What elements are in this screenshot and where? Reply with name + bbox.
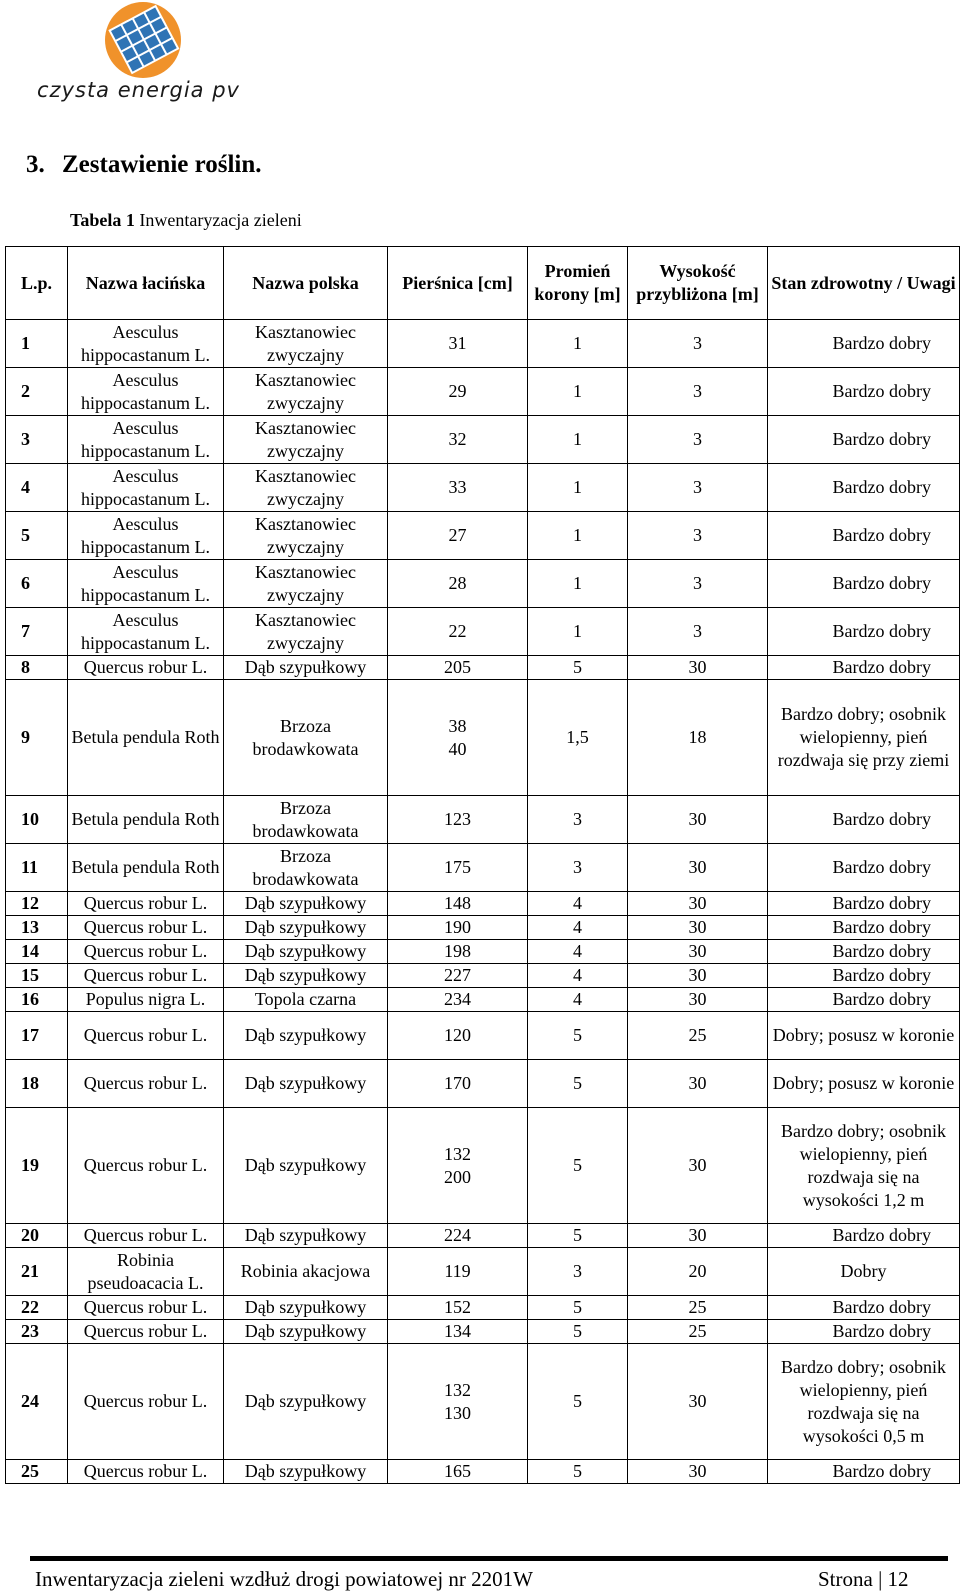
table-row bbox=[6, 656, 960, 680]
cell-polish-name: Dąb szypułkowy bbox=[224, 1296, 388, 1320]
cell-wysokosc: 20 bbox=[628, 1248, 768, 1296]
table-row bbox=[6, 512, 960, 560]
table-row bbox=[6, 320, 960, 368]
cell-wysokosc: 30 bbox=[628, 1224, 768, 1248]
cell-stan: Bardzo dobry bbox=[768, 464, 960, 512]
cell-stan: Bardzo dobry bbox=[768, 964, 960, 988]
cell-piersnica: 119 bbox=[388, 1248, 528, 1296]
cell-lp: 22 bbox=[6, 1296, 68, 1320]
cell-wysokosc: 3 bbox=[628, 512, 768, 560]
cell-wysokosc: 3 bbox=[628, 560, 768, 608]
cell-piersnica: 38 40 bbox=[388, 680, 528, 796]
cell-latin-name: Quercus robur L. bbox=[68, 892, 224, 916]
cell-promien: 5 bbox=[528, 1060, 628, 1108]
cell-promien: 3 bbox=[528, 796, 628, 844]
section-number: 3. bbox=[26, 151, 45, 178]
cell-piersnica: 152 bbox=[388, 1296, 528, 1320]
cell-piersnica: 190 bbox=[388, 916, 528, 940]
cell-latin-name: Aesculus hippocastanum L. bbox=[68, 512, 224, 560]
cell-polish-name: Dąb szypułkowy bbox=[224, 1460, 388, 1484]
cell-stan: Bardzo dobry bbox=[768, 940, 960, 964]
cell-polish-name: Kasztanowiec zwyczajny bbox=[224, 464, 388, 512]
cell-latin-name: Betula pendula Roth bbox=[68, 844, 224, 892]
cell-lp: 2 bbox=[6, 368, 68, 416]
table-row bbox=[6, 1460, 960, 1484]
cell-piersnica: 134 bbox=[388, 1320, 528, 1344]
cell-latin-name: Quercus robur L. bbox=[68, 1108, 224, 1224]
cell-lp: 24 bbox=[6, 1344, 68, 1460]
cell-latin-name: Aesculus hippocastanum L. bbox=[68, 416, 224, 464]
table-row bbox=[6, 1012, 960, 1060]
cell-lp: 17 bbox=[6, 1012, 68, 1060]
cell-stan: Bardzo dobry bbox=[768, 368, 960, 416]
cell-wysokosc: 30 bbox=[628, 892, 768, 916]
cell-polish-name: Dąb szypułkowy bbox=[224, 1320, 388, 1344]
cell-piersnica: 29 bbox=[388, 368, 528, 416]
table-row bbox=[6, 416, 960, 464]
cell-latin-name: Aesculus hippocastanum L. bbox=[68, 368, 224, 416]
cell-promien: 1 bbox=[528, 608, 628, 656]
cell-wysokosc: 18 bbox=[628, 680, 768, 796]
cell-wysokosc: 3 bbox=[628, 320, 768, 368]
cell-lp: 10 bbox=[6, 796, 68, 844]
cell-promien: 1 bbox=[528, 368, 628, 416]
cell-promien: 5 bbox=[528, 1344, 628, 1460]
cell-lp: 5 bbox=[6, 512, 68, 560]
cell-polish-name: Kasztanowiec zwyczajny bbox=[224, 320, 388, 368]
cell-piersnica: 227 bbox=[388, 964, 528, 988]
cell-lp: 12 bbox=[6, 892, 68, 916]
cell-wysokosc: 30 bbox=[628, 1108, 768, 1224]
cell-lp: 3 bbox=[6, 416, 68, 464]
cell-piersnica: 120 bbox=[388, 1012, 528, 1060]
cell-wysokosc: 30 bbox=[628, 1344, 768, 1460]
cell-promien: 4 bbox=[528, 940, 628, 964]
cell-piersnica: 148 bbox=[388, 892, 528, 916]
table-row bbox=[6, 464, 960, 512]
cell-promien: 3 bbox=[528, 1248, 628, 1296]
cell-latin-name: Quercus robur L. bbox=[68, 940, 224, 964]
table-caption bbox=[70, 210, 302, 231]
cell-polish-name: Kasztanowiec zwyczajny bbox=[224, 416, 388, 464]
table-row bbox=[6, 368, 960, 416]
solar-panel-logo-icon bbox=[30, 0, 260, 80]
cell-lp: 7 bbox=[6, 608, 68, 656]
cell-stan: Bardzo dobry bbox=[768, 512, 960, 560]
cell-polish-name: Robinia akacjowa bbox=[224, 1248, 388, 1296]
table-row bbox=[6, 1248, 960, 1296]
cell-polish-name: Kasztanowiec zwyczajny bbox=[224, 512, 388, 560]
table-row bbox=[6, 844, 960, 892]
cell-promien: 4 bbox=[528, 892, 628, 916]
cell-promien: 5 bbox=[528, 1296, 628, 1320]
cell-stan: Dobry; posusz w koronie bbox=[768, 1060, 960, 1108]
cell-polish-name: Dąb szypułkowy bbox=[224, 1108, 388, 1224]
cell-piersnica: 31 bbox=[388, 320, 528, 368]
cell-stan: Bardzo dobry; osobnik wielopienny, pień rozdwaja się na wysokości 1,2 m bbox=[768, 1108, 960, 1224]
cell-lp: 6 bbox=[6, 560, 68, 608]
cell-latin-name: Robinia pseudoacacia L. bbox=[68, 1248, 224, 1296]
header-lp: L.p. bbox=[6, 247, 68, 320]
cell-polish-name: Brzoza brodawkowata bbox=[224, 680, 388, 796]
cell-lp: 14 bbox=[6, 940, 68, 964]
cell-polish-name: Topola czarna bbox=[224, 988, 388, 1012]
cell-promien: 1,5 bbox=[528, 680, 628, 796]
cell-stan: Bardzo dobry bbox=[768, 892, 960, 916]
cell-wysokosc: 30 bbox=[628, 796, 768, 844]
cell-latin-name: Aesculus hippocastanum L. bbox=[68, 560, 224, 608]
cell-polish-name: Dąb szypułkowy bbox=[224, 1060, 388, 1108]
table-row bbox=[6, 1108, 960, 1224]
cell-latin-name: Quercus robur L. bbox=[68, 1460, 224, 1484]
cell-stan: Dobry; posusz w koronie bbox=[768, 1012, 960, 1060]
table-body bbox=[6, 320, 960, 1484]
cell-latin-name: Quercus robur L. bbox=[68, 1344, 224, 1460]
cell-promien: 1 bbox=[528, 320, 628, 368]
cell-promien: 4 bbox=[528, 916, 628, 940]
table-caption-label: Tabela 1 bbox=[70, 210, 135, 230]
cell-stan: Bardzo dobry bbox=[768, 560, 960, 608]
cell-latin-name: Quercus robur L. bbox=[68, 1320, 224, 1344]
cell-piersnica: 175 bbox=[388, 844, 528, 892]
cell-latin-name: Quercus robur L. bbox=[68, 916, 224, 940]
cell-lp: 21 bbox=[6, 1248, 68, 1296]
cell-stan: Bardzo dobry bbox=[768, 796, 960, 844]
cell-stan: Bardzo dobry bbox=[768, 416, 960, 464]
cell-piersnica: 28 bbox=[388, 560, 528, 608]
cell-stan: Bardzo dobry bbox=[768, 1460, 960, 1484]
table-row bbox=[6, 1344, 960, 1460]
cell-lp: 20 bbox=[6, 1224, 68, 1248]
cell-latin-name: Quercus robur L. bbox=[68, 964, 224, 988]
company-logo bbox=[30, 0, 260, 115]
cell-stan: Bardzo dobry bbox=[768, 1224, 960, 1248]
cell-lp: 19 bbox=[6, 1108, 68, 1224]
cell-polish-name: Dąb szypułkowy bbox=[224, 892, 388, 916]
cell-latin-name: Quercus robur L. bbox=[68, 1060, 224, 1108]
cell-lp: 23 bbox=[6, 1320, 68, 1344]
cell-promien: 1 bbox=[528, 416, 628, 464]
cell-wysokosc: 30 bbox=[628, 1060, 768, 1108]
cell-polish-name: Kasztanowiec zwyczajny bbox=[224, 560, 388, 608]
cell-latin-name: Aesculus hippocastanum L. bbox=[68, 320, 224, 368]
cell-polish-name: Dąb szypułkowy bbox=[224, 940, 388, 964]
table-header-row bbox=[6, 247, 960, 320]
cell-stan: Bardzo dobry bbox=[768, 916, 960, 940]
header-wysokosc: Wysokość przybliżona [m] bbox=[628, 247, 768, 320]
cell-promien: 5 bbox=[528, 1460, 628, 1484]
cell-polish-name: Dąb szypułkowy bbox=[224, 1344, 388, 1460]
cell-stan: Bardzo dobry bbox=[768, 1320, 960, 1344]
table-row bbox=[6, 1060, 960, 1108]
cell-lp: 11 bbox=[6, 844, 68, 892]
footer-divider bbox=[30, 1556, 948, 1561]
table-row bbox=[6, 892, 960, 916]
cell-polish-name: Dąb szypułkowy bbox=[224, 964, 388, 988]
cell-piersnica: 205 bbox=[388, 656, 528, 680]
cell-piersnica: 32 bbox=[388, 416, 528, 464]
cell-promien: 3 bbox=[528, 844, 628, 892]
table-row bbox=[6, 964, 960, 988]
cell-lp: 16 bbox=[6, 988, 68, 1012]
cell-polish-name: Brzoza brodawkowata bbox=[224, 844, 388, 892]
cell-piersnica: 198 bbox=[388, 940, 528, 964]
cell-latin-name: Quercus robur L. bbox=[68, 1224, 224, 1248]
cell-latin-name: Quercus robur L. bbox=[68, 1296, 224, 1320]
cell-promien: 5 bbox=[528, 1012, 628, 1060]
cell-polish-name: Dąb szypułkowy bbox=[224, 1224, 388, 1248]
cell-stan: Bardzo dobry bbox=[768, 988, 960, 1012]
cell-piersnica: 132 200 bbox=[388, 1108, 528, 1224]
cell-wysokosc: 25 bbox=[628, 1296, 768, 1320]
cell-wysokosc: 30 bbox=[628, 940, 768, 964]
cell-wysokosc: 25 bbox=[628, 1320, 768, 1344]
cell-latin-name: Aesculus hippocastanum L. bbox=[68, 608, 224, 656]
cell-piersnica: 22 bbox=[388, 608, 528, 656]
table-row bbox=[6, 680, 960, 796]
inventory-table bbox=[5, 246, 960, 1484]
cell-wysokosc: 30 bbox=[628, 844, 768, 892]
header-piersnica: Pierśnica [cm] bbox=[388, 247, 528, 320]
cell-stan: Dobry bbox=[768, 1248, 960, 1296]
cell-lp: 25 bbox=[6, 1460, 68, 1484]
section-heading bbox=[26, 151, 262, 179]
cell-latin-name: Quercus robur L. bbox=[68, 1012, 224, 1060]
header-latin-name: Nazwa łacińska bbox=[68, 247, 224, 320]
cell-promien: 5 bbox=[528, 1224, 628, 1248]
table-caption-text: Inwentaryzacja zieleni bbox=[134, 210, 302, 230]
header-stan: Stan zdrowotny / Uwagi bbox=[768, 247, 960, 320]
cell-wysokosc: 3 bbox=[628, 416, 768, 464]
header-promien: Promień korony [m] bbox=[528, 247, 628, 320]
cell-polish-name: Dąb szypułkowy bbox=[224, 916, 388, 940]
cell-promien: 4 bbox=[528, 988, 628, 1012]
table-row bbox=[6, 1320, 960, 1344]
cell-wysokosc: 3 bbox=[628, 368, 768, 416]
cell-wysokosc: 25 bbox=[628, 1012, 768, 1060]
cell-promien: 5 bbox=[528, 1108, 628, 1224]
cell-piersnica: 27 bbox=[388, 512, 528, 560]
cell-wysokosc: 3 bbox=[628, 464, 768, 512]
cell-latin-name: Populus nigra L. bbox=[68, 988, 224, 1012]
cell-stan: Bardzo dobry bbox=[768, 656, 960, 680]
table-row bbox=[6, 608, 960, 656]
footer-document-title: Inwentaryzacja zieleni wzdłuż drogi powiatowej nr 2201W bbox=[35, 1567, 533, 1591]
cell-stan: Bardzo dobry bbox=[768, 320, 960, 368]
cell-wysokosc: 30 bbox=[628, 964, 768, 988]
cell-lp: 8 bbox=[6, 656, 68, 680]
cell-piersnica: 170 bbox=[388, 1060, 528, 1108]
header-polish-name: Nazwa polska bbox=[224, 247, 388, 320]
cell-promien: 1 bbox=[528, 512, 628, 560]
cell-stan: Bardzo dobry bbox=[768, 1296, 960, 1320]
cell-wysokosc: 30 bbox=[628, 656, 768, 680]
cell-promien: 1 bbox=[528, 464, 628, 512]
cell-promien: 5 bbox=[528, 1320, 628, 1344]
cell-lp: 4 bbox=[6, 464, 68, 512]
logo-text: czysta energia pv bbox=[37, 78, 240, 102]
cell-piersnica: 165 bbox=[388, 1460, 528, 1484]
cell-latin-name: Aesculus hippocastanum L. bbox=[68, 464, 224, 512]
cell-piersnica: 123 bbox=[388, 796, 528, 844]
cell-wysokosc: 30 bbox=[628, 1460, 768, 1484]
cell-polish-name: Dąb szypułkowy bbox=[224, 1012, 388, 1060]
cell-polish-name: Kasztanowiec zwyczajny bbox=[224, 608, 388, 656]
table-row bbox=[6, 1224, 960, 1248]
cell-piersnica: 224 bbox=[388, 1224, 528, 1248]
cell-polish-name: Kasztanowiec zwyczajny bbox=[224, 368, 388, 416]
table-row bbox=[6, 940, 960, 964]
cell-promien: 5 bbox=[528, 656, 628, 680]
cell-latin-name: Quercus robur L. bbox=[68, 656, 224, 680]
cell-stan: Bardzo dobry bbox=[768, 844, 960, 892]
cell-lp: 18 bbox=[6, 1060, 68, 1108]
cell-stan: Bardzo dobry bbox=[768, 608, 960, 656]
table-row bbox=[6, 988, 960, 1012]
table-row bbox=[6, 560, 960, 608]
table-row bbox=[6, 916, 960, 940]
cell-piersnica: 132 130 bbox=[388, 1344, 528, 1460]
cell-wysokosc: 30 bbox=[628, 916, 768, 940]
cell-promien: 1 bbox=[528, 560, 628, 608]
cell-stan: Bardzo dobry; osobnik wielopienny, pień rozdwaja się na wysokości 0,5 m bbox=[768, 1344, 960, 1460]
table-row bbox=[6, 1296, 960, 1320]
cell-polish-name: Brzoza brodawkowata bbox=[224, 796, 388, 844]
cell-promien: 4 bbox=[528, 964, 628, 988]
table-row bbox=[6, 796, 960, 844]
cell-stan: Bardzo dobry; osobnik wielopienny, pień rozdwaja się przy ziemi bbox=[768, 680, 960, 796]
cell-latin-name: Betula pendula Roth bbox=[68, 680, 224, 796]
cell-lp: 13 bbox=[6, 916, 68, 940]
cell-lp: 9 bbox=[6, 680, 68, 796]
cell-wysokosc: 30 bbox=[628, 988, 768, 1012]
cell-lp: 15 bbox=[6, 964, 68, 988]
cell-piersnica: 33 bbox=[388, 464, 528, 512]
cell-piersnica: 234 bbox=[388, 988, 528, 1012]
cell-latin-name: Betula pendula Roth bbox=[68, 796, 224, 844]
cell-lp: 1 bbox=[6, 320, 68, 368]
cell-polish-name: Dąb szypułkowy bbox=[224, 656, 388, 680]
cell-wysokosc: 3 bbox=[628, 608, 768, 656]
footer-page-number: Strona | 12 bbox=[818, 1567, 909, 1591]
section-title: Zestawienie roślin. bbox=[62, 151, 262, 178]
